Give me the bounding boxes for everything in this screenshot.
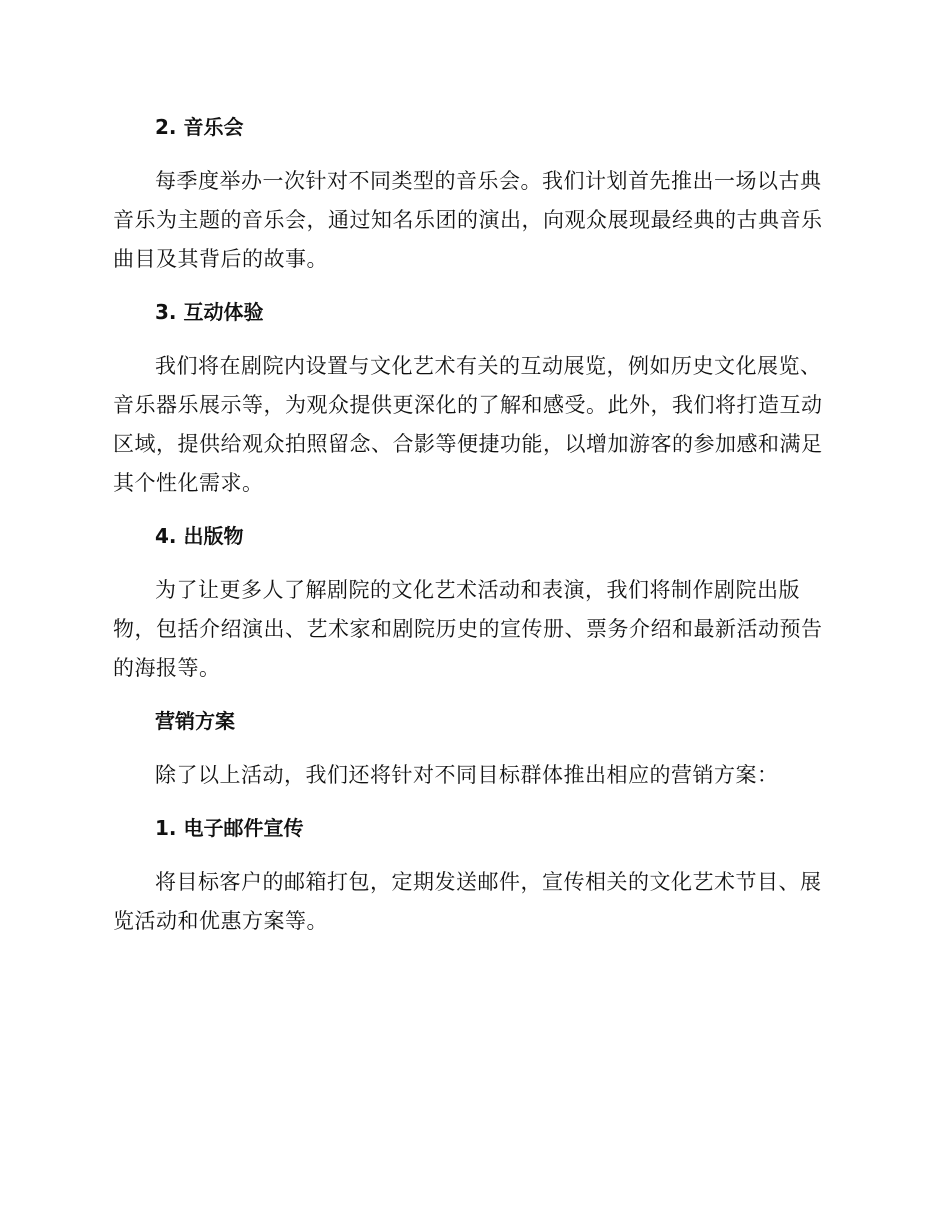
section-heading-concert: 2. 音乐会 [155,115,244,139]
section-heading-publications: 4. 出版物 [155,524,244,548]
section-body-publications: 为了让更多人了解剧院的文化艺术活动和表演，我们将制作剧院出版物，包括介绍演出、艺术家和剧院历史的宣传册、票务介绍和最新活动预告的海报等。 [113,578,823,680]
document-content [113,110,833,957]
section-heading-interactive: 3. 互动体验 [155,300,264,324]
section-heading-email: 1. 电子邮件宣传 [155,816,304,840]
section-body-concert: 每季度举办一次针对不同类型的音乐会。我们计划首先推出一场以古典音乐为主题的音乐会，通过知名乐团的演出，向观众展现最经典的古典音乐曲目及其背后的故事。 [113,169,823,271]
section-heading-marketing: 营销方案 [155,709,235,733]
section-body-marketing: 除了以上活动，我们还将针对不同目标群体推出相应的营销方案： [155,763,779,787]
section-body-email: 将目标客户的邮箱打包，定期发送邮件，宣传相关的文化艺术节目、展览活动和优惠方案等。 [113,870,822,933]
section-body-interactive: 我们将在剧院内设置与文化艺术有关的互动展览，例如历史文化展览、音乐器乐展示等，为观众提供更深化的了解和感受。此外，我们将打造互动区域，提供给观众拍照留念、合影等便捷功能，以增加游客的参加感和满足其个性化需求。 [113,354,823,495]
